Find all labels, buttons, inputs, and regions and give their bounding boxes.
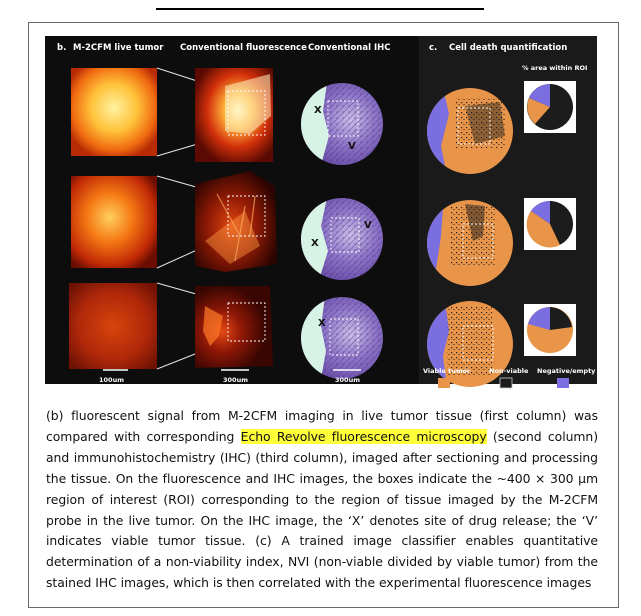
drug-release-mark: X	[314, 105, 322, 116]
fluorescence-image-1	[195, 68, 273, 162]
scale-bar-3-label: 300um	[335, 376, 360, 384]
pie-chart-2	[524, 198, 576, 250]
pie-title: % area within ROI	[522, 64, 588, 72]
col1-title: M-2CFM live tumor	[73, 43, 164, 53]
scale-bar-1-label: 100um	[99, 376, 124, 384]
ihc-image-3	[301, 297, 383, 379]
col2-title: Conventional fluorescence	[180, 43, 307, 53]
m2cfm-image-3	[69, 283, 157, 369]
legend-nonviable-label: Non-viable	[489, 367, 529, 375]
ihc-image-1	[301, 83, 383, 165]
fluorescence-image-2	[195, 171, 277, 272]
viable-tissue-mark: V	[364, 220, 372, 231]
pie-chart-1	[524, 81, 576, 133]
col4-title: Cell death quantification	[449, 43, 568, 53]
legend-viable-label: Viable tumor	[423, 367, 471, 375]
caption-part-1: (b) fluorescent signal from M-2CFM imaging in live tumor tissue (first column) was compared with corresponding	[46, 408, 598, 444]
legend-viable-swatch	[438, 378, 450, 388]
m2cfm-image-2	[71, 176, 157, 268]
caption-part-2: (second column) and immunohistochemistry (IHC) (third column), imaged after sectioning and processing the tissue. On the fluorescence and IHC images, the boxes indicate the ~400 × 300 µm region of interest (ROI) corresponding to the region of tissue imaged by the M-2CFM probe in the live tumor. On the IHC image, the ‘X’ denotes site of drug release; the ‘V’ indicates viable tumor tissue. (c) A trained image classifier enables quantitative determination of a non-viability index, NVI (non-viable divided by viable tumor) from the stained IHC images, which is then correlated with the experimental fluorescence images	[46, 428, 598, 591]
top-rule	[156, 8, 484, 10]
legend-negative-swatch	[557, 378, 569, 388]
ihc-image-2	[301, 198, 383, 280]
figure-graphic	[45, 36, 597, 396]
scale-bar-2-label: 300um	[223, 376, 248, 384]
figure-caption	[46, 406, 598, 594]
viable-tissue-mark: V	[371, 304, 379, 315]
drug-release-mark: X	[318, 318, 326, 329]
figure	[45, 36, 597, 396]
legend-nonviable-swatch	[500, 378, 512, 388]
caption-highlight: Echo Revolve fluorescence microscopy	[240, 428, 487, 444]
panel-c-label: c.	[429, 43, 438, 53]
col3-title: Conventional IHC	[308, 43, 391, 53]
drug-release-mark: X	[311, 238, 319, 249]
pie-chart-3	[524, 304, 576, 356]
legend-negative-label: Negative/empty	[537, 367, 596, 375]
panel-b-label: b.	[57, 43, 67, 53]
classification-image-2	[427, 200, 513, 286]
fluorescence-image-3	[195, 286, 273, 368]
m2cfm-image-1	[71, 68, 157, 156]
viable-tissue-mark: V	[348, 141, 356, 152]
